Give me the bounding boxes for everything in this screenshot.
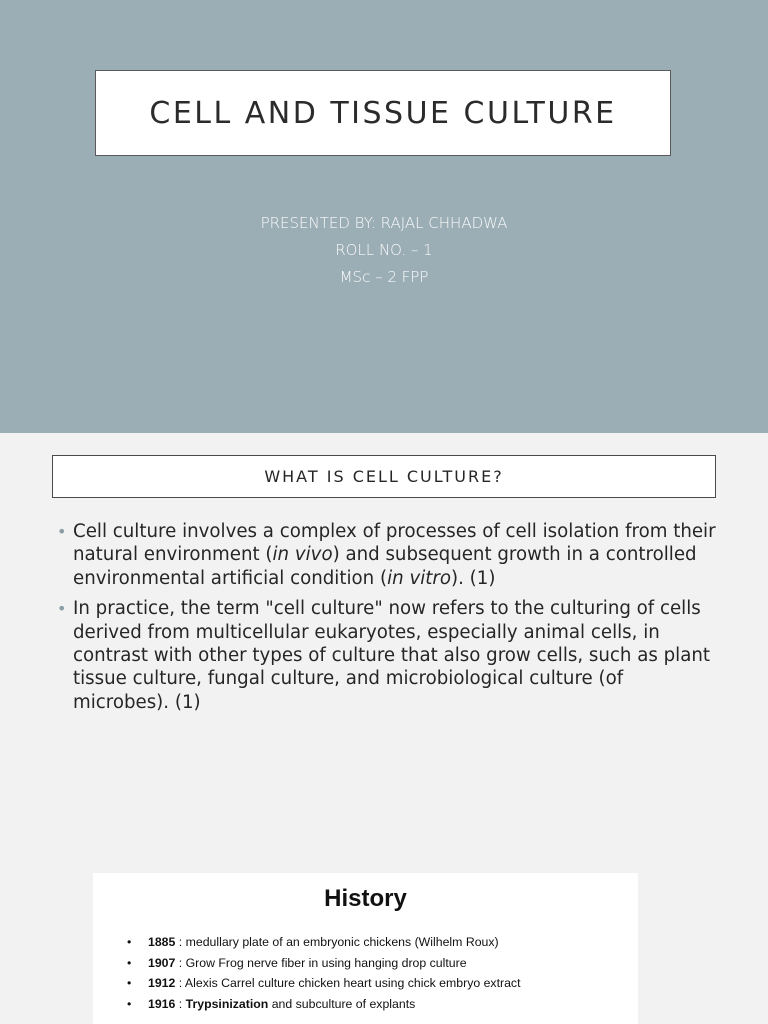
history-year: 1912 — [148, 976, 176, 990]
bullet-icon: • — [127, 935, 132, 949]
bullet-text-part: Cell culture involves a complex of processes of cell isolation from their natural environment ( — [73, 521, 716, 566]
history-title: History — [324, 885, 407, 912]
bullet-icon: • — [127, 955, 132, 970]
title-slide — [0, 0, 768, 433]
presenter-name: PRESENTED BY: RAJAL CHHADWA — [260, 214, 508, 232]
history-text: : Grow Frog nerve fiber in using hanging drop culture — [175, 955, 467, 970]
history-item — [127, 976, 521, 997]
history-item — [127, 935, 521, 956]
bullet-item — [57, 520, 717, 590]
bullet-text-part: ) and subsequent growth in a controlled environmental artificial condition ( — [73, 544, 697, 589]
roll-number: ROLL NO. – 1 — [335, 241, 433, 259]
history-year: 1916 — [148, 996, 176, 1011]
history-item — [127, 956, 521, 977]
history-text: and subculture of explants — [268, 996, 416, 1011]
history-bold-term: Trypsinization — [185, 996, 269, 1011]
bullet-item — [57, 597, 717, 714]
presenter-info — [0, 210, 768, 291]
slide-title: CELL AND TISSUE CULTURE — [149, 95, 617, 131]
cell-culture-slide — [0, 433, 768, 873]
history-list — [127, 935, 521, 1017]
history-slide — [93, 873, 638, 1024]
italic-term: in vivo — [272, 544, 333, 566]
course-info: MSc – 2 FPP — [339, 268, 429, 286]
title-box — [95, 70, 671, 156]
bullet-icon: • — [57, 599, 67, 619]
history-text: : medullary plate of an embryonic chickens (Wilhelm Roux) — [175, 935, 499, 949]
slide-heading: WHAT IS CELL CULTURE? — [264, 467, 504, 486]
bullet-text-part: ). (1) — [451, 567, 496, 589]
history-year: 1907 — [148, 955, 176, 970]
bullet-text: In practice, the term "cell culture" now refers to the culturing of cells derived from multicellular eukaryotes, especially animal cells, in contrast with other types of culture that also grow cells, such as plant tissue culture, fungal culture, and microbiological culture (of microbes). (1) — [73, 598, 711, 713]
bullet-icon: • — [127, 976, 132, 990]
history-item: • 1916 : Trypsinization and subculture of explants — [127, 996, 416, 1011]
italic-term: in vitro — [387, 567, 451, 589]
history-text: : Alexis Carrel culture chicken heart using chick embryo extract — [175, 976, 521, 990]
bullet-icon: • — [127, 996, 132, 1011]
bullet-list — [57, 520, 717, 721]
bullet-icon: • — [57, 522, 67, 541]
history-year: 1885 — [148, 935, 176, 949]
heading-box — [52, 455, 716, 498]
